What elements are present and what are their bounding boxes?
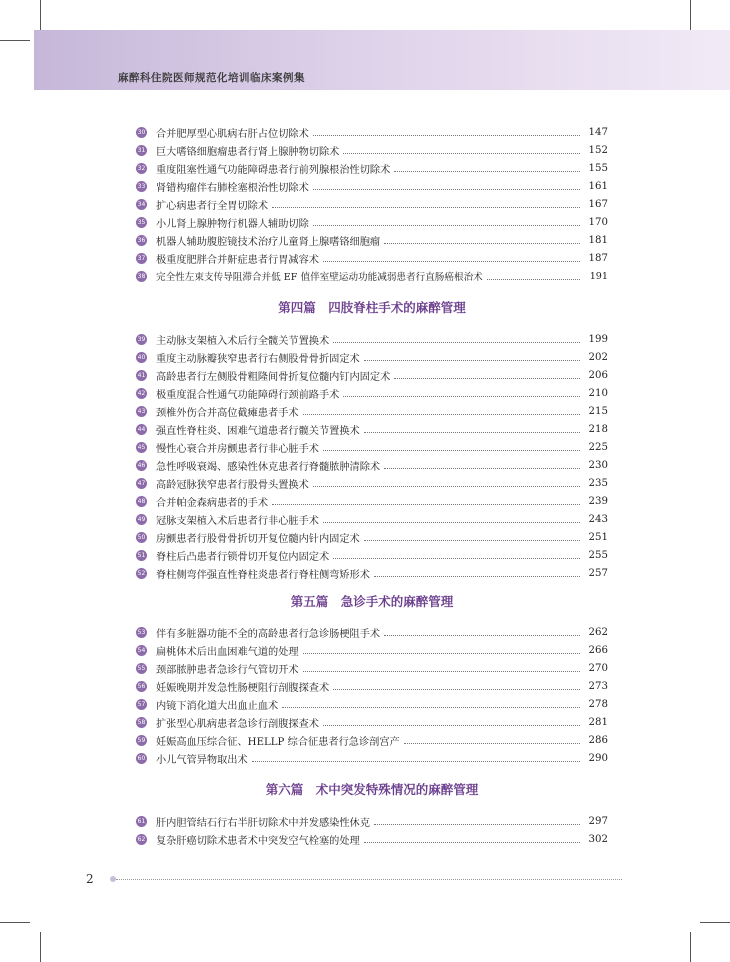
crop-mark (690, 932, 691, 962)
dot-leader (343, 396, 580, 397)
entry-page: 257 (588, 567, 608, 579)
entry-title: 扩张型心肌病患者急诊行剖腹探查术 (156, 718, 319, 730)
entry-number: 34 (137, 200, 146, 208)
entry-page: 155 (588, 162, 608, 174)
dot-leader (272, 504, 580, 505)
entry-number: 51 (137, 551, 146, 559)
entry-page: 210 (588, 387, 608, 399)
entry-number: 32 (137, 164, 146, 172)
toc-entry[interactable] (136, 732, 608, 748)
entry-page: 181 (588, 234, 608, 246)
entry-page: 255 (588, 549, 608, 561)
toc-entry[interactable] (136, 421, 608, 437)
dot-leader (272, 207, 580, 208)
toc-entry[interactable] (136, 547, 608, 563)
entry-title: 伴有多脏器功能不全的高龄患者行急诊肠梗阻手术 (156, 628, 381, 640)
entry-title: 肝内胆管结石行右半肝切除术中并发感染性休克 (156, 817, 370, 829)
entry-number: 30 (137, 128, 146, 136)
dot-leader (323, 450, 580, 451)
crop-mark (40, 932, 41, 962)
entry-title: 机器人辅助腹腔镜技术治疗儿童肾上腺嗜铬细胞瘤 (156, 236, 381, 248)
entry-number: 60 (137, 754, 146, 762)
entry-page: 297 (588, 815, 608, 827)
entry-number: 43 (137, 407, 146, 415)
entry-number: 41 (137, 371, 146, 379)
entry-number: 55 (137, 664, 146, 672)
entry-number: 42 (137, 389, 146, 397)
entry-page: 206 (588, 369, 608, 381)
entry-page: 266 (588, 644, 608, 656)
section-title[interactable]: 第五篇 急诊手术的麻醉管理 (290, 594, 454, 609)
entry-page: 270 (588, 662, 608, 674)
entry-title: 合并肥厚型心肌病右肝占位切除术 (156, 128, 309, 140)
entry-page: 278 (588, 698, 608, 710)
entry-number: 39 (137, 335, 146, 343)
entry-number: 49 (137, 515, 146, 523)
toc-entry[interactable] (136, 750, 608, 766)
entry-page: 215 (588, 405, 608, 417)
entry-number: 48 (137, 497, 146, 505)
entry-page: 251 (588, 531, 608, 543)
entry-title: 重度主动脉瓣狭窄患者行右侧股骨骨折固定术 (156, 353, 360, 365)
dot-leader (394, 171, 580, 172)
dot-leader (384, 243, 580, 244)
entry-page: 230 (588, 459, 608, 471)
entry-title: 妊娠高血压综合征、HELLP 综合征患者行急诊剖宫产 (156, 736, 400, 748)
entry-title: 主动脉支架植入术后行全髋关节置换术 (156, 335, 330, 347)
dot-leader (323, 261, 580, 262)
dot-leader (303, 414, 580, 415)
entry-number: 50 (137, 533, 146, 541)
entry-page: 262 (588, 626, 608, 638)
entry-title: 复杂肝癌切除术患者术中突发空气栓塞的处理 (156, 835, 360, 847)
dot-leader (313, 486, 580, 487)
crop-mark (40, 0, 41, 30)
entry-number: 45 (137, 443, 146, 451)
toc-entry[interactable] (136, 331, 608, 347)
entry-number: 33 (137, 182, 146, 190)
crop-mark (0, 40, 30, 41)
entry-number: 36 (137, 236, 146, 244)
page-number: 2 (86, 872, 94, 886)
toc-entry[interactable] (136, 214, 608, 230)
entry-number: 56 (137, 682, 146, 690)
toc-entry[interactable] (136, 232, 608, 248)
entry-title: 脊柱侧弯伴强直性脊柱炎患者行脊柱侧弯矫形术 (156, 569, 370, 581)
entry-page: 281 (588, 716, 608, 728)
entry-title: 高龄患者行左侧股骨粗隆间骨折复位髓内钉内固定术 (156, 371, 391, 383)
dot-leader (394, 378, 580, 379)
dot-leader (323, 725, 580, 726)
toc-entry[interactable] (136, 624, 608, 640)
dot-leader (313, 135, 580, 136)
entry-number: 38 (137, 272, 146, 280)
entry-page: 273 (588, 680, 608, 692)
dot-leader (343, 153, 580, 154)
entry-number: 40 (137, 353, 146, 361)
dot-leader (384, 635, 580, 636)
toc-entry[interactable] (136, 268, 608, 284)
entry-title: 极重度肥胖合并鼾症患者行胃减容术 (156, 254, 319, 266)
toc-entry[interactable] (136, 529, 608, 545)
toc-entry[interactable] (136, 642, 608, 658)
entry-number: 37 (137, 254, 146, 262)
entry-title: 合并帕金森病患者的手术 (156, 497, 269, 509)
entry-number: 44 (137, 425, 146, 433)
footer-rule (116, 879, 622, 880)
entry-title: 颈部脓肿患者急诊行气管切开术 (156, 664, 299, 676)
entry-title: 重度阻塞性通气功能障碍患者行前列腺根治性切除术 (156, 164, 391, 176)
entry-number: 47 (137, 479, 146, 487)
dot-leader (282, 707, 580, 708)
entry-page: 161 (588, 180, 608, 192)
toc-entry[interactable] (136, 565, 608, 581)
entry-title: 强直性脊柱炎、困难气道患者行髋关节置换术 (156, 425, 360, 437)
section-title[interactable]: 第六篇 术中突发特殊情况的麻醉管理 (265, 782, 479, 797)
entry-title: 妊娠晚期并发急性肠梗阻行剖腹探查术 (156, 682, 330, 694)
toc-entry[interactable] (136, 367, 608, 383)
entry-title: 慢性心衰合并房颤患者行非心脏手术 (156, 443, 319, 455)
dot-leader (303, 671, 580, 672)
toc-entry[interactable] (136, 660, 608, 676)
crop-mark (700, 922, 730, 923)
dot-leader (364, 842, 580, 843)
dot-leader (364, 540, 580, 541)
entry-page: 239 (588, 495, 608, 507)
entry-page: 290 (588, 752, 608, 764)
entry-title: 扁桃体术后出血困难气道的处理 (156, 646, 299, 658)
entry-title: 颈椎外伤合并高位截瘫患者手术 (156, 407, 299, 419)
dot-leader (404, 743, 580, 744)
entry-page: 235 (588, 477, 608, 489)
entry-number: 61 (137, 817, 146, 825)
dot-leader (374, 824, 580, 825)
dot-leader (374, 576, 580, 577)
entry-title: 巨大嗜铬细胞瘤患者行肾上腺肿物切除术 (156, 146, 340, 158)
toc-entry[interactable] (136, 142, 608, 158)
entry-number: 53 (137, 628, 146, 636)
entry-page: 152 (588, 144, 608, 156)
toc-entry[interactable] (136, 831, 608, 847)
toc-entry[interactable] (136, 385, 608, 401)
entry-page: 191 (589, 270, 608, 282)
toc-entry[interactable] (136, 250, 608, 266)
dot-leader (303, 653, 580, 654)
entry-page: 225 (588, 441, 608, 453)
entry-number: 62 (137, 835, 146, 843)
entry-page: 170 (588, 216, 608, 228)
dot-leader (333, 342, 580, 343)
entry-page: 187 (588, 252, 608, 264)
dot-leader (323, 522, 580, 523)
toc-entry[interactable] (136, 439, 608, 455)
dot-leader (252, 761, 580, 762)
entry-title: 高龄冠脉狭窄患者行股骨头置换术 (156, 479, 309, 491)
toc-entry[interactable] (136, 457, 608, 473)
entry-page: 302 (588, 833, 608, 845)
dot-leader (333, 558, 580, 559)
entry-number: 35 (137, 218, 146, 226)
entry-number: 46 (137, 461, 146, 469)
toc-entry[interactable] (136, 403, 608, 419)
entry-title: 小儿肾上腺肿物行机器人辅助切除 (156, 218, 309, 230)
dot-leader (313, 225, 580, 226)
section-title[interactable]: 第四篇 四肢脊柱手术的麻醉管理 (278, 300, 466, 315)
entry-page: 243 (588, 513, 608, 525)
toc-entry[interactable] (136, 714, 608, 730)
entry-number: 57 (137, 700, 146, 708)
entry-number: 52 (137, 569, 146, 577)
dot-leader (313, 189, 580, 190)
toc-entry[interactable] (136, 511, 608, 527)
toc-entry[interactable] (136, 196, 608, 212)
dot-leader (487, 279, 580, 280)
toc-entry[interactable] (136, 813, 608, 829)
toc-entry[interactable] (136, 696, 608, 712)
dot-leader (364, 360, 580, 361)
dot-leader (333, 689, 580, 690)
entry-title: 房颤患者行股骨骨折切开复位髓内针内固定术 (156, 533, 360, 545)
entry-number: 54 (137, 646, 146, 654)
entry-page: 202 (588, 351, 608, 363)
entry-title: 肾错构瘤伴右肺栓塞根治性切除术 (156, 182, 309, 194)
dot-leader (364, 432, 580, 433)
entry-title: 内镜下消化道大出血止血术 (156, 700, 279, 712)
entry-number: 58 (137, 718, 146, 726)
entry-title: 完全性左束支传导阻滞合并低 EF 值伴室壁运动功能减弱患者行直肠癌根治术 (156, 272, 483, 283)
toc-entry[interactable] (136, 349, 608, 365)
entry-number: 31 (137, 146, 146, 154)
entry-page: 167 (588, 198, 608, 210)
entry-page: 147 (588, 126, 608, 138)
crop-mark (0, 922, 30, 923)
entry-title: 扩心病患者行全胃切除术 (156, 200, 269, 212)
toc-entry[interactable] (136, 178, 608, 194)
toc-entry[interactable] (136, 493, 608, 509)
entry-title: 小儿气管异物取出术 (156, 754, 248, 766)
entry-title: 极重度混合性通气功能障碍行颈前路手术 (156, 389, 340, 401)
crop-mark (690, 0, 691, 30)
toc-entry[interactable] (136, 475, 608, 491)
entry-title: 急性呼吸衰竭、感染性休克患者行脊髓脓肿清除术 (156, 461, 381, 473)
toc-entry[interactable] (136, 124, 608, 140)
entry-page: 199 (588, 333, 608, 345)
entry-title: 冠脉支架植入术后患者行非心脏手术 (156, 515, 319, 527)
dot-leader (384, 468, 580, 469)
toc-entry[interactable] (136, 678, 608, 694)
entry-number: 59 (137, 736, 146, 744)
entry-page: 218 (588, 423, 608, 435)
toc-entry[interactable] (136, 160, 608, 176)
entry-page: 286 (588, 734, 608, 746)
book-title: 麻醉科住院医师规范化培训临床案例集 (118, 72, 305, 84)
entry-title: 脊柱后凸患者行锁骨切开复位内固定术 (156, 551, 330, 563)
